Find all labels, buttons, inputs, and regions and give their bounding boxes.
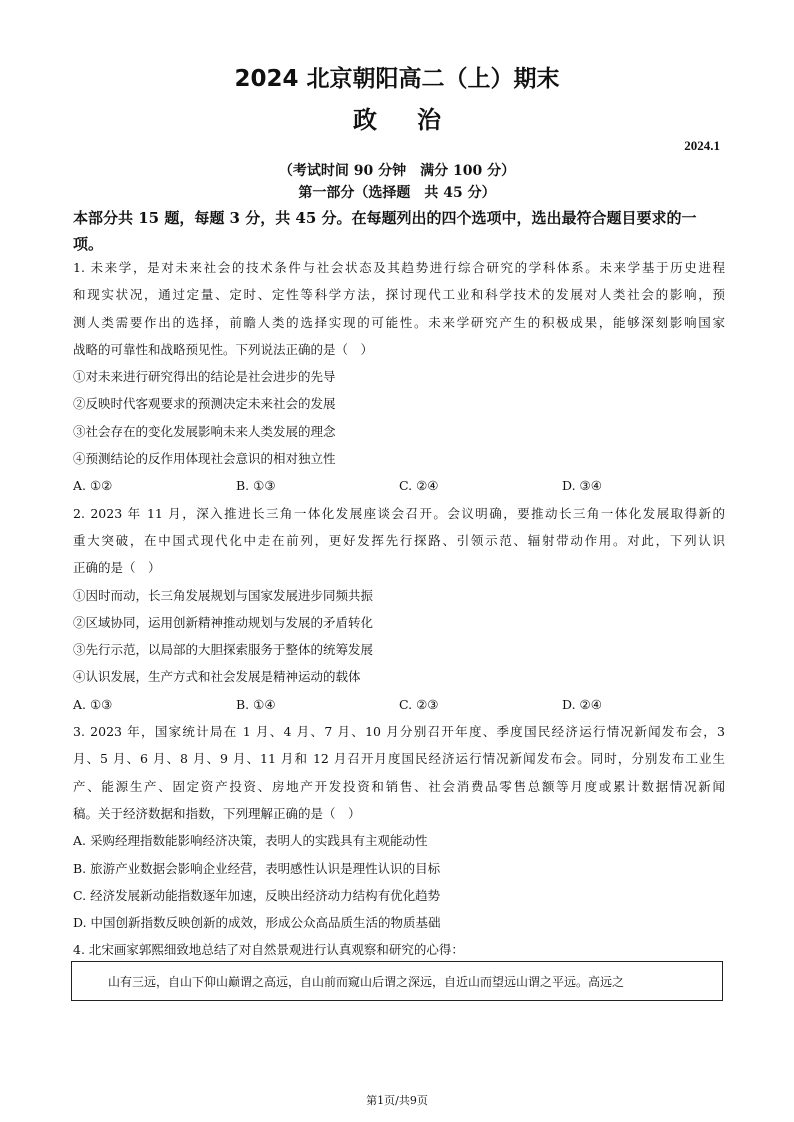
option-a[interactable]: A. ①② bbox=[73, 478, 113, 494]
question-text-line: 月、5 月、6 月、8 月、9 月、11 月和 12 月召开月度国民经济运行情况新闻发布会。同时，分别发布工业生 bbox=[73, 751, 725, 767]
option-b[interactable]: B. 旅游产业数据会影响企业经营，表明感性认识是理性认识的目标 bbox=[73, 860, 441, 876]
statement-item: ③社会存在的变化发展影响未来人类发展的理念 bbox=[73, 423, 336, 439]
question-text-line: 正确的是（ ） bbox=[73, 560, 161, 576]
section-heading: 第一部分（选择题 共 45 分） bbox=[298, 185, 496, 201]
option-a[interactable]: A. 采购经理指数能影响经济决策，表明人的实践具有主观能动性 bbox=[73, 833, 428, 849]
question-text-line: 战略的可靠性和战略预见性。下列说法正确的是（ ） bbox=[73, 341, 374, 357]
option-c[interactable]: C. ②③ bbox=[399, 696, 439, 712]
quote-box bbox=[71, 961, 723, 1001]
statement-item: ④预测结论的反作用体现社会意识的相对独立性 bbox=[73, 451, 336, 467]
exam-title: 2024 北京朝阳高二（上）期末 bbox=[234, 66, 560, 92]
section-instructions: 本部分共 15 题，每题 3 分，共 45 分。在每题列出的四个选项中，选出最符合题目要求的一项。 bbox=[73, 209, 697, 253]
page-number: 第1页/共9页 bbox=[366, 1094, 428, 1107]
exam-info: （考试时间 90 分钟 满分 100 分） bbox=[278, 163, 516, 179]
answer-options bbox=[73, 472, 725, 499]
question-text-line: 产、能源生产、固定资产投资、房地产开发投资和销售、社会消费品零售总额等月度或累计数据情况新闻 bbox=[73, 778, 725, 794]
question-1 bbox=[73, 254, 725, 500]
quote-text: 山有三远，自山下仰山巅谓之高远，自山前而窥山后谓之深远，自近山而望远山谓之平远。高远之 bbox=[108, 975, 625, 989]
question-2 bbox=[73, 500, 725, 718]
question-text-line: 2. 2023 年 11 月，深入推进长三角一体化发展座谈会召开。会议明确，要推动长三角一体化发展取得新的 bbox=[73, 505, 725, 521]
statement-item: ①因时而动，长三角发展规划与国家发展进步同频共振 bbox=[73, 587, 374, 603]
option-b[interactable]: B. ①③ bbox=[236, 478, 276, 494]
statement-item: ②区域协同，运用创新精神推动规划与发展的矛盾转化 bbox=[73, 614, 374, 630]
statement-item: ③先行示范，以局部的大胆探索服务于整体的统筹发展 bbox=[73, 642, 374, 658]
question-text-line: 稿。关于经济数据和指数，下列理解正确的是（ ） bbox=[73, 805, 361, 821]
exam-date: 2024.1 bbox=[684, 138, 720, 153]
question-text-line: 和现实状况，通过定量、定时、定性等科学方法，探讨现代工业和科学技术的发展对人类社会的影响，预 bbox=[73, 287, 725, 303]
question-text-line: 1. 未来学，是对未来社会的技术条件与社会状态及其趋势进行综合研究的学科体系。未来学基于历史进程 bbox=[73, 260, 725, 275]
answer-options bbox=[73, 691, 725, 718]
question-text-line: 4. 北宋画家郭熙细致地总结了对自然景观进行认真观察和研究的心得： bbox=[73, 942, 464, 958]
statement-item: ①对未来进行研究得出的结论是社会进步的先导 bbox=[73, 369, 336, 385]
question-text-line: 测人类需要作出的选择，前瞻人类的选择实现的可能性。未来学研究产生的积极成果，能够深刻影响国家 bbox=[73, 314, 725, 330]
option-a[interactable]: A. ①③ bbox=[73, 696, 113, 712]
subject-heading: 政治 bbox=[353, 106, 481, 134]
statement-item: ④认识发展，生产方式和社会发展是精神运动的载体 bbox=[73, 669, 361, 685]
option-d[interactable]: D. ③④ bbox=[562, 478, 602, 494]
questions bbox=[73, 254, 725, 964]
question-4 bbox=[73, 936, 725, 963]
option-d[interactable]: D. ②④ bbox=[562, 696, 602, 712]
question-text-line: 3. 2023 年，国家统计局在 1 月、4 月、7 月、10 月分别召开年度、季度国民经济运行情况新闻发布会，3 bbox=[73, 724, 725, 740]
option-c[interactable]: C. ②④ bbox=[399, 478, 439, 494]
statement-item: ②反映时代客观要求的预测决定未来社会的发展 bbox=[73, 396, 336, 412]
option-d[interactable]: D. 中国创新指数反映创新的成效，形成公众高品质生活的物质基础 bbox=[73, 915, 441, 931]
option-b[interactable]: B. ①④ bbox=[236, 696, 276, 712]
option-c[interactable]: C. 经济发展新动能指数逐年加速，反映出经济动力结构有优化趋势 bbox=[73, 887, 441, 903]
question-text-line: 重大突破，在中国式现代化中走在前列，更好发挥先行探路、引领示范、辐射带动作用。对此，下列认识 bbox=[73, 532, 725, 548]
question-3 bbox=[73, 718, 725, 936]
